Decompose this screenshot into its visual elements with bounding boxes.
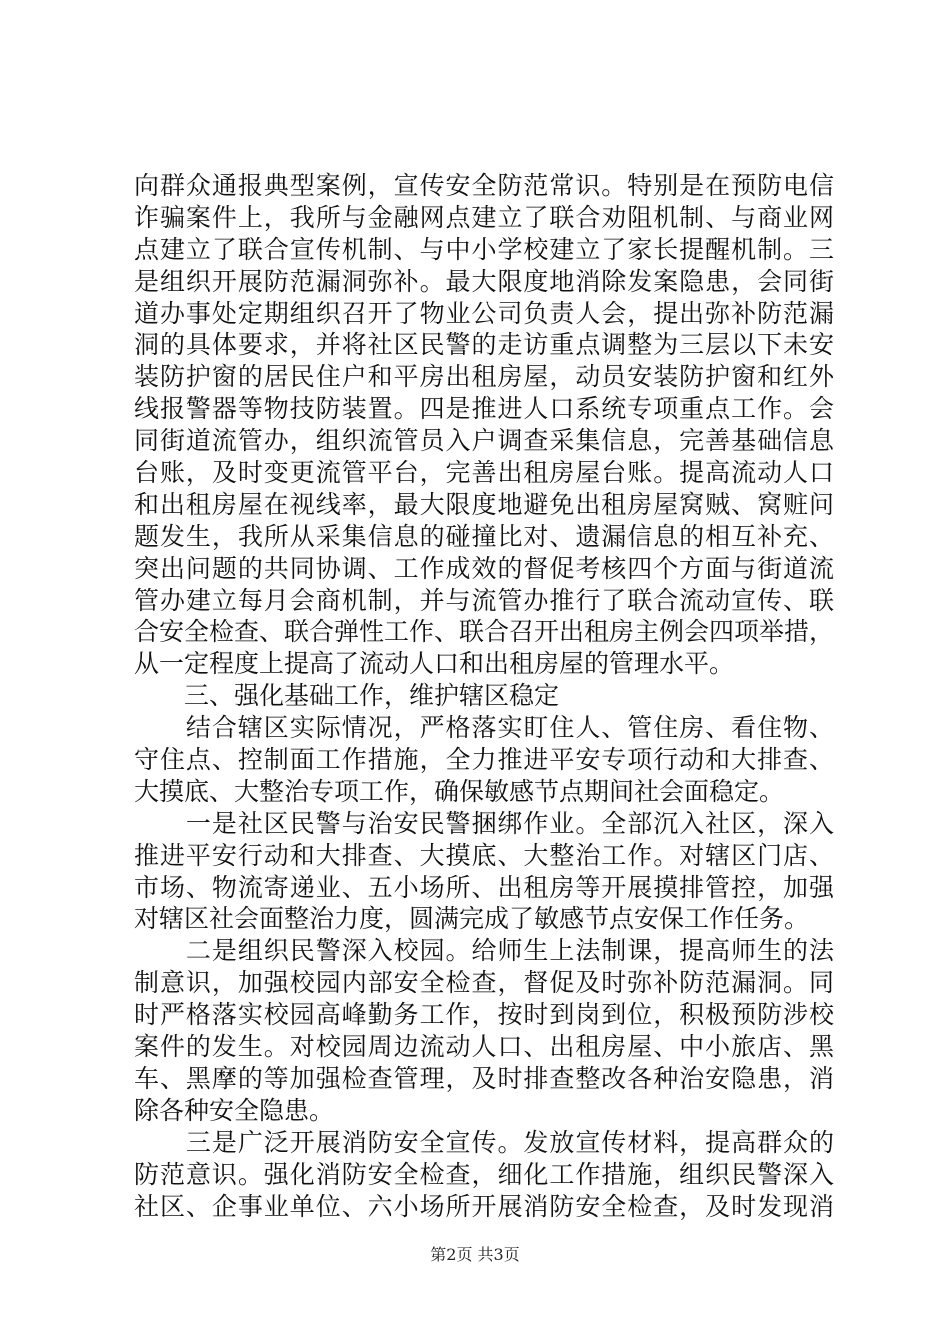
text-line: 诈骗案件上，我所与金融网点建立了联合劝阻机制、与商业网	[134, 202, 834, 232]
text-line: 除各种安全隐患。	[134, 1095, 335, 1125]
text-line: 题发生，我所从采集信息的碰撞比对、遗漏信息的相互补充、	[134, 521, 834, 551]
text-line: 时严格落实校园高峰勤务工作，按时到岗到位，积极预防涉校	[134, 1000, 834, 1030]
text-line: 从一定程度上提高了流动人口和出租房屋的管理水平。	[134, 649, 735, 679]
text-line: 三是广泛开展消防安全宣传。发放宣传材料，提高群众的	[134, 1127, 834, 1157]
text-line: 车、黑摩的等加强检查管理，及时排查整改各种治安隐患，消	[134, 1063, 834, 1093]
text-line: 二是组织民警深入校园。给师生上法制课，提高师生的法	[134, 936, 834, 966]
text-line: 洞的具体要求，并将社区民警的走访重点调整为三层以下未安	[134, 330, 834, 360]
text-line: 防范意识。强化消防安全检查，细化工作措施，组织民警深入	[134, 1159, 834, 1189]
text-line: 同街道流管办，组织流管员入户调查采集信息，完善基础信息	[134, 426, 834, 456]
text-line: 向群众通报典型案例，宣传安全防范常识。特别是在预防电信	[134, 171, 834, 200]
text-line: 管办建立每月会商机制，并与流管办推行了联合流动宣传、联	[134, 585, 834, 615]
text-line: 线报警器等物技防装置。四是推进人口系统专项重点工作。会	[134, 394, 834, 424]
text-line: 突出问题的共同协调、工作成效的督促考核四个方面与街道流	[134, 553, 834, 583]
document-body	[134, 170, 834, 1222]
text-line: 守住点、控制面工作措施，全力推进平安专项行动和大排查、	[134, 745, 834, 775]
text-line: 制意识，加强校园内部安全检查，督促及时弥补防范漏洞。同	[134, 968, 834, 998]
text-line: 道办事处定期组织召开了物业公司负责人会，提出弥补防范漏	[134, 298, 834, 328]
text-line: 结合辖区实际情况，严格落实盯住人、管住房、看住物、	[134, 713, 834, 743]
text-line: 一是社区民警与治安民警捆绑作业。全部沉入社区，深入	[134, 808, 834, 838]
text-line: 和出租房屋在视线率，最大限度地避免出租房屋窝贼、窝赃问	[134, 489, 834, 519]
text-line: 是组织开展防范漏洞弥补。最大限度地消除发案隐患，会同街	[134, 266, 834, 296]
section-heading: 三、强化基础工作，维护辖区稳定	[134, 681, 560, 711]
text-line: 装防护窗的居民住户和平房出租房屋，动员安装防护窗和红外	[134, 362, 834, 392]
text-line: 市场、物流寄递业、五小场所、出租房等开展摸排管控，加强	[134, 872, 834, 902]
text-line: 合安全检查、联合弹性工作、联合召开出租房主例会四项举措，	[134, 617, 834, 647]
text-line: 台账，及时变更流管平台，完善出租房屋台账。提高流动人口	[134, 458, 834, 488]
text-line: 大摸底、大整治专项工作，确保敏感节点期间社会面稳定。	[134, 776, 785, 806]
text-line: 点建立了联合宣传机制、与中小学校建立了家长提醒机制。三	[134, 234, 834, 264]
text-line: 社区、企事业单位、六小场所开展消防安全检查，及时发现消	[134, 1191, 834, 1221]
text-line: 对辖区社会面整治力度，圆满完成了敏感节点安保工作任务。	[134, 904, 810, 934]
text-line: 推进平安行动和大排查、大摸底、大整治工作。对辖区门店、	[134, 840, 834, 870]
page-footer: 第2页 共3页	[430, 1245, 520, 1264]
text-line: 案件的发生。对校园周边流动人口、出租房屋、中小旅店、黑	[134, 1032, 834, 1062]
